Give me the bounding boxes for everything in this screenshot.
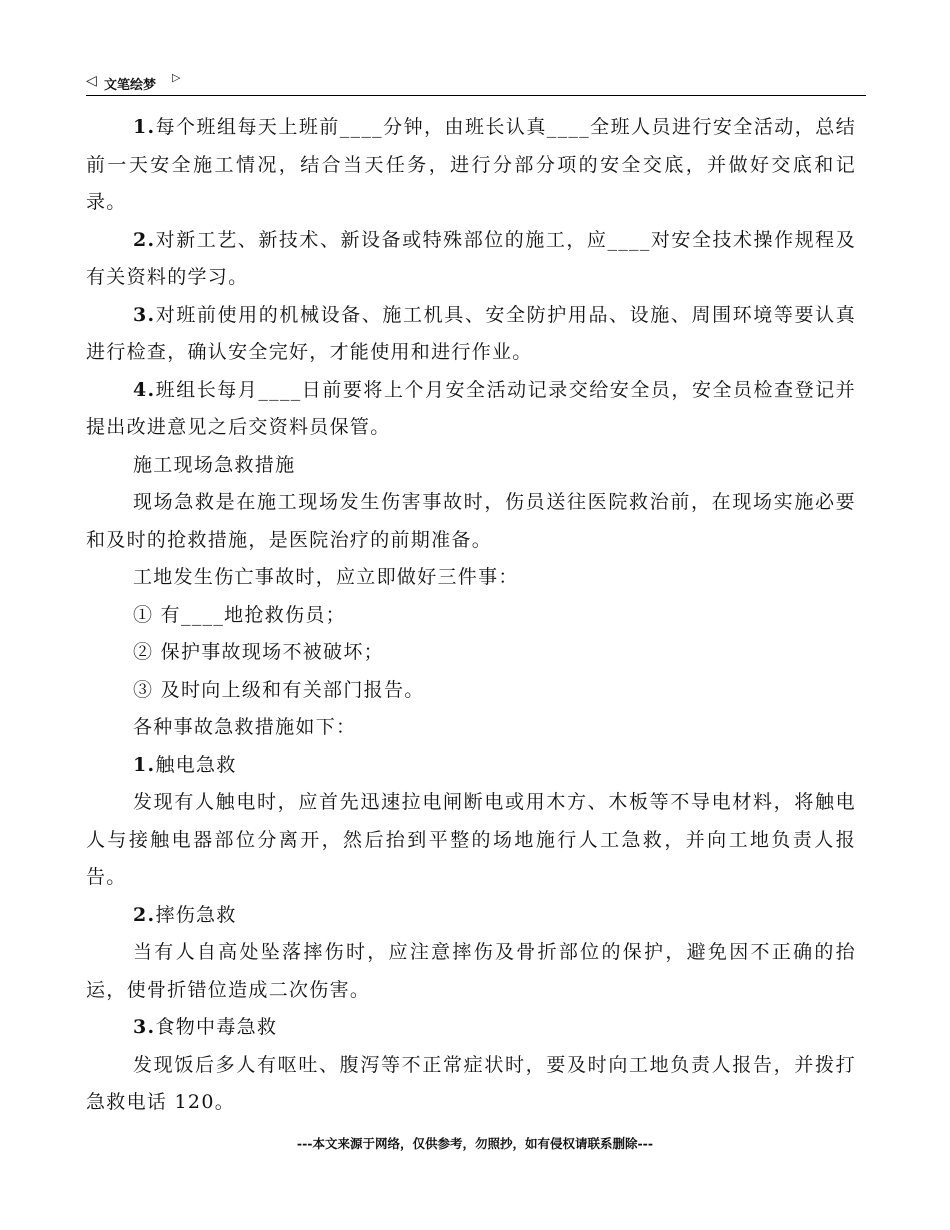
page-header: [86, 70, 866, 96]
paragraph-electric-shock: 发现有人触电时，应首先迅速拉电闸断电或用木方、木板等不导电材料，将触电人与接触电器部位分离开，然后抬到平整的场地施行人工急救，并向工地负责人报告。: [86, 791, 856, 888]
paragraph-food-poisoning: 发现饭后多人有呕吐、腹泻等不正常症状时，要及时向工地负责人报告，并拨打急救电话 120。: [86, 1053, 856, 1113]
paragraph-1: 1.每个班组每天上班前____分钟，由班长认真____全班人员进行安全活动，总结前一天安全施工情况，结合当天任务，进行分部分项的安全交底，并做好交底和记录。: [86, 116, 856, 213]
list-item-2: ② 保护事故现场不被破坏；: [133, 641, 384, 663]
paragraph-first-aid-intro: 现场急救是在施工现场发生伤害事故时，伤员送往医院救治前，在现场实施必要和及时的抢救措施，是医院治疗的前期准备。: [86, 491, 856, 551]
left-triangle-icon: ◁: [86, 73, 97, 89]
subheading-food-poisoning: 3.食物中毒急救: [133, 1016, 278, 1038]
page-footer: ---本文来源于网络，仅供参考，勿照抄，如有侵权请联系删除---: [296, 1136, 654, 1151]
right-triangle-icon: ▷: [172, 71, 181, 84]
section-heading-first-aid: 施工现场急救措施: [133, 453, 296, 476]
paragraph-3: 3.对班前使用的机械设备、施工机具、安全防护用品、设施、周围环境等要认真进行检查，确认安全完好，才能使用和进行作业。: [86, 303, 856, 363]
paragraph-fall-injury: 当有人自高处坠落摔伤时，应注意摔伤及骨折部位的保护，避免因不正确的抬运，使骨折错位造成二次伤害。: [86, 941, 856, 1001]
list-item-1: ① 有____地抢救伤员；: [133, 603, 346, 626]
paragraph-three-things: 工地发生伤亡事故时，应立即做好三件事：: [133, 566, 519, 588]
header-title: 文笔绘梦: [104, 78, 157, 93]
paragraph-4: 4.班组长每月____日前要将上个月安全活动记录交给安全员，安全员检查登记并提出改进意见之后交资料员保管。: [86, 378, 856, 438]
document-body: [86, 109, 856, 1122]
subheading-electric-shock: 1.触电急救: [133, 753, 237, 776]
subheading-fall-injury: 2.摔伤急救: [133, 903, 237, 926]
paragraph-measures-intro: 各种事故急救措施如下：: [133, 716, 357, 738]
paragraph-2: 2.对新工艺、新技术、新设备或特殊部位的施工，应____对安全技术操作规程及有关资料的学习。: [86, 228, 856, 288]
list-item-3: ③ 及时向上级和有关部门报告。: [133, 678, 425, 701]
